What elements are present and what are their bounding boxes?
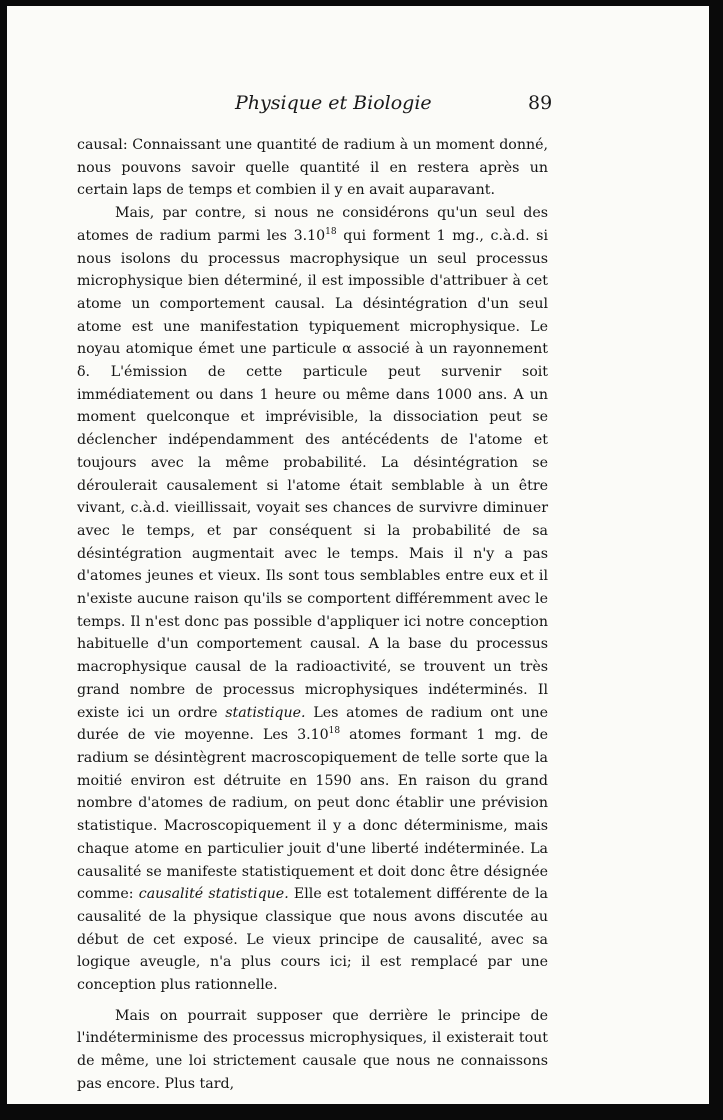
page-header (7, 92, 709, 122)
paragraph-2 (77, 202, 548, 997)
superscript: 18 (328, 726, 341, 737)
paragraph-1 (77, 134, 548, 202)
italic-run: statistique. (225, 704, 306, 721)
body-text (77, 134, 548, 1096)
book-page (7, 6, 709, 1104)
text-run: Elle est totalement différente de la causalité de la physique classique que nous avons discutée au début de cet exposé. Le vieux principe de causalité, avec sa logique aveugle, n'a plus cours ici; il est remplacé par une conception plus rationnelle. (77, 886, 548, 994)
text-run: causal: Connaissant une quantité de radium à un moment donné, nous pouvons savoir quelle quantité il en restera après un certain laps de temps et combien il y en avait auparavant. (77, 137, 548, 199)
page-number: 89 (528, 92, 553, 114)
text-run: atomes formant 1 mg. de radium se désintègrent macroscopiquement de telle sorte que la moitié environ est détruite en 1590 ans. En raison du grand nombre d'atomes de radium, on peut donc établir une prévision statistique. Macroscopiquement il y a donc déterminisme, mais chaque atome en particulier jouit d'une liberté indéterminée. La causalité se manifeste statistiquement et doit donc être désignée comme: (77, 727, 548, 903)
paragraph-3 (77, 1005, 548, 1096)
text-run: Mais on pourrait supposer que derrière le principe de l'indéterminisme des processus microphysiques, il existerait tout de même, une loi strictement causale que nous ne connaissons pas encore. Plus tard, (77, 1007, 548, 1092)
text-run: qui forment 1 mg., c.à.d. si nous isolons du processus macrophysique un seul processus microphysique bien déterminé, il est impossible d'attribuer à cet atome un comportement causal. La désintégration d'un seul atome est une manifestation typiquement microphysique. Le noyau atomique émet une particule α associé à un rayonnement δ. L'émission de cette particule peut survenir soit immédiatement ou dans 1 heure ou même dans 1000 ans. A un moment quelconque et imprévisible, la dissociation peut se déclencher indépendamment des antécédents de l'atome et toujours avec la même probabilité. La désintégration se déroulerait causalement si l'atome était semblable à un être vivant, c.à.d. vieillissait, voyait ses chances de survivre diminuer avec le temps, et par conséquent si la probabilité de sa désintégration augmentait avec le temps. Mais il n'y a pas d'atomes jeunes et vieux. Ils sont tous semblables entre eux et il n'existe aucune raison qu'ils se comportent différemment avec le temps. Il n'est donc pas possible d'appliquer ici notre conception habituelle d'un comportement causal. A la base du processus macrophysique causal de la radioactivité, se trouvent un très grand nombre de processus microphysiques indéterminés. Il existe ici un ordre (77, 227, 548, 721)
running-title: Physique et Biologie (235, 92, 432, 114)
superscript: 18 (325, 226, 337, 237)
text-run: Mais, par contre, si nous ne considérons qu'un seul des atomes de radium parmi les 3.10 (77, 205, 548, 244)
italic-run: causalité statistique. (138, 886, 289, 903)
text-run: Les atomes de radium ont une durée de vie moyenne. Les 3.10 (77, 704, 549, 744)
